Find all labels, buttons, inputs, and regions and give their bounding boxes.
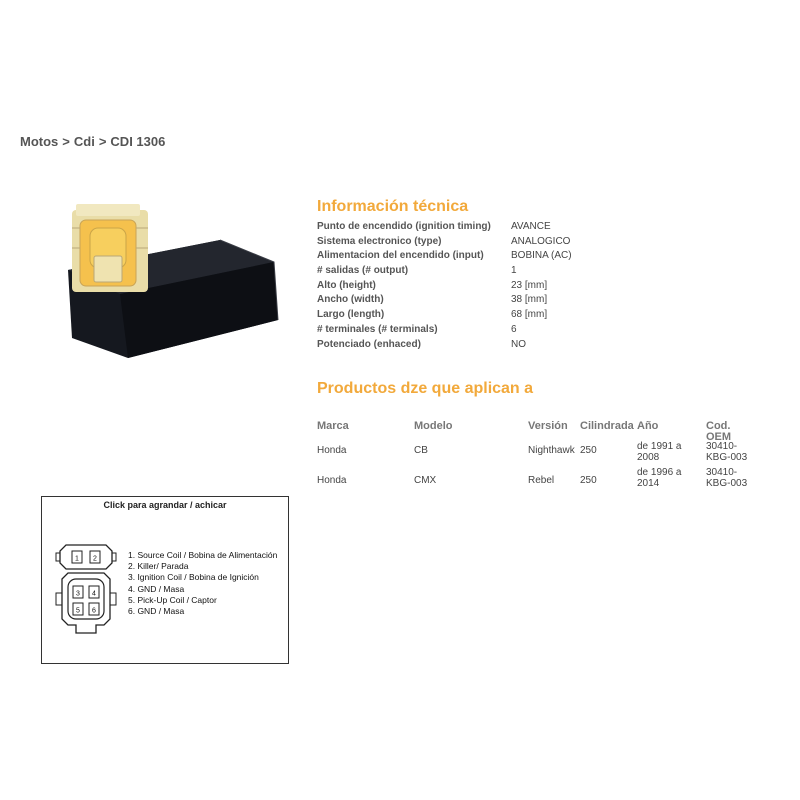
spec-label: Potenciado (enhaced) [317,338,421,350]
cell-version: Rebel [528,475,555,486]
spec-label: Punto de encendido (ignition timing) [317,221,491,232]
cell-oem: 30410-KBG-003 [706,467,748,489]
pin-number: 1 [75,555,79,563]
breadcrumb-motos[interactable]: Motos [20,134,59,149]
spec-label: Ancho (width) [317,294,384,306]
spec-value: AVANCE [511,221,551,232]
spec-value: 6 [511,323,517,335]
spec-label: # salidas (# output) [317,265,409,277]
header-version: Versión [528,420,568,432]
tech-info-title: Información técnica [317,198,469,215]
header-modelo: Modelo [414,420,453,432]
applications-title: Productos dze que aplican a [317,380,534,397]
header-anio: Año [637,420,659,432]
pin-legend-item: 6. GND / Masa [128,605,185,616]
pin-legend-item: 4. GND / Masa [128,583,185,594]
pin-number: 6 [92,607,96,615]
header-cilindrada: Cilindrada [580,420,634,432]
pin-number: 3 [76,590,80,598]
pin-number: 5 [76,607,80,615]
pin-legend [128,550,277,617]
pin-legend-item: 1. Source Coil / Bobina de Alimentación [128,550,278,560]
cell-marca: Honda [317,475,347,486]
pin-number: 4 [92,590,96,598]
header-marca: Marca [317,420,349,432]
spec-label: Sistema electronico (type) [317,235,442,247]
cdi-module-illustration [60,198,290,388]
cell-oem: 30410-KBG-003 [706,441,748,463]
cell-cilindrada: 250 [580,475,597,486]
connector-drawing [54,541,118,641]
cell-modelo: CB [414,445,428,456]
spec-value: 1 [511,265,517,277]
spec-value: BOBINA (AC) [511,250,572,262]
breadcrumb-cdi[interactable]: Cdi [73,134,95,149]
header-oem: Cod. OEM [706,420,732,443]
cdi-module-image[interactable] [60,198,290,388]
cell-anio: de 1996 a 2014 [637,467,682,489]
cell-version: Nighthawk [528,445,575,456]
pin-number: 2 [93,555,97,563]
spec-value: 23 [mm] [511,279,548,291]
spec-label: Largo (length) [317,309,385,321]
spec-label: # terminales (# terminals) [317,323,438,335]
spec-value: 38 [mm] [511,294,548,306]
cell-modelo: CMX [414,475,437,486]
cell-marca: Honda [317,445,347,456]
breadcrumb-separator: > [98,134,107,149]
spec-value: ANALOGICO [511,235,571,247]
spec-value: 68 [mm] [511,309,548,321]
pin-legend-item: 3. Ignition Coil / Bobina de Ignición [128,572,259,583]
spec-label: Alto (height) [317,279,376,291]
breadcrumb [20,134,165,149]
spec-value: NO [511,338,526,350]
spec-label: Alimentacion del encendido (input) [317,250,484,262]
breadcrumb-separator: > [62,134,70,149]
cell-cilindrada: 250 [580,445,597,456]
diagram-zoom-caption[interactable]: Click para agrandar / achicar [103,500,227,510]
breadcrumb-current: CDI 1306 [110,134,166,149]
connector-pinout-diagram[interactable] [41,496,289,664]
pin-legend-item: 5. Pick-Up Coil / Captor [128,594,217,605]
pin-legend-item: 2. Killer/ Parada [128,561,189,572]
cell-anio: de 1991 a 2008 [637,441,682,463]
